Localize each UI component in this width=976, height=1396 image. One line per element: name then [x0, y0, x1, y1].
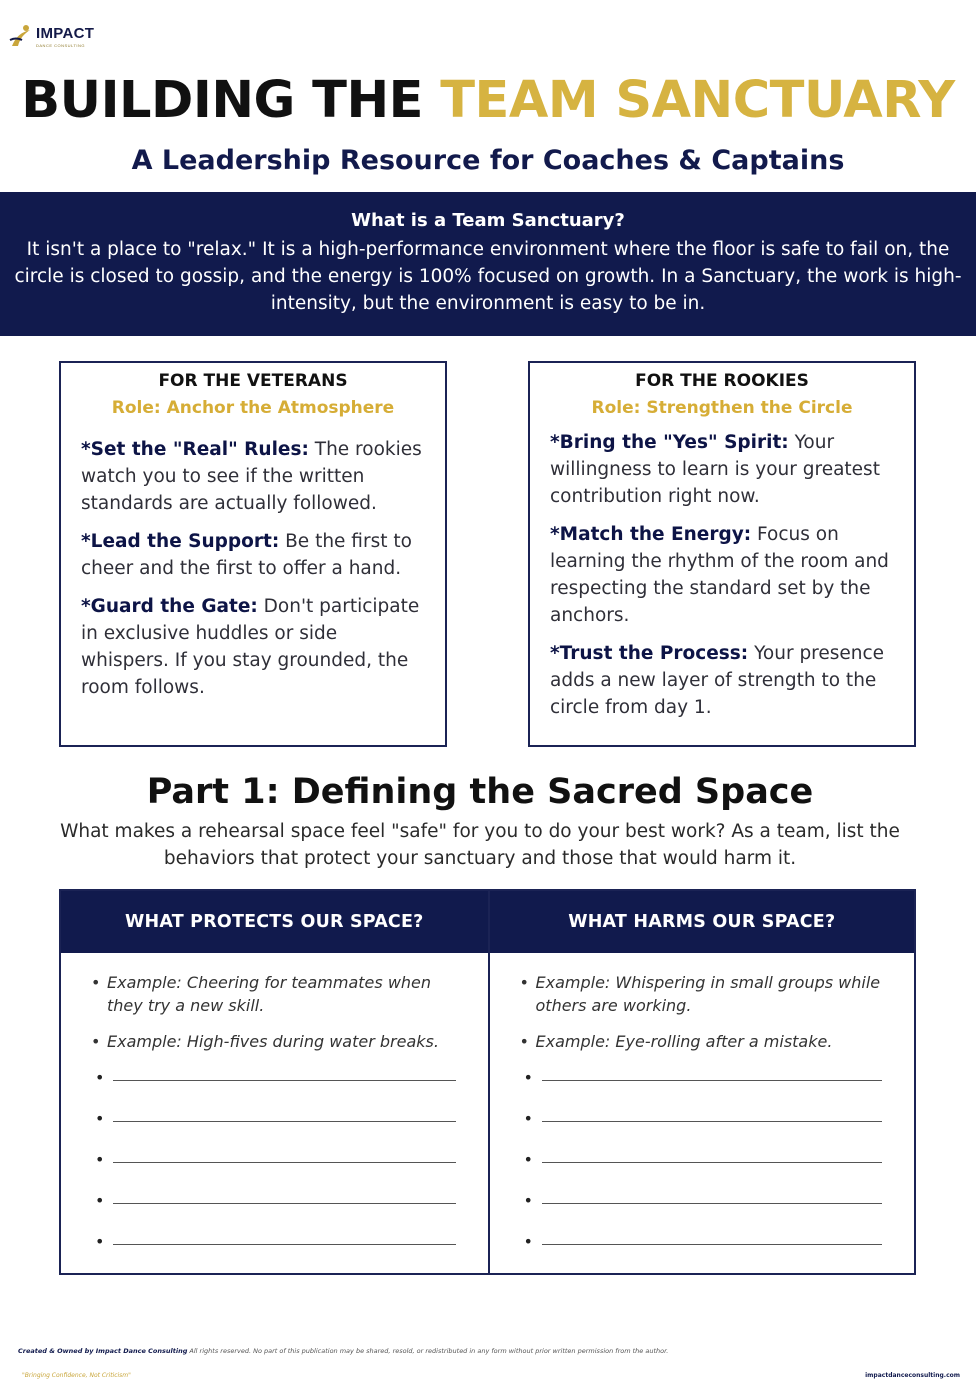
protects-example: • Example: High-fives during water breaks. [91, 1030, 456, 1053]
logo-tagline: DANCE CONSULTING [36, 43, 86, 48]
title-part-gold: TEAM SANCTUARY [440, 71, 955, 130]
protects-header: WHAT PROTECTS OUR SPACE? [61, 891, 488, 953]
section-title: Part 1: Defining the Sacred Space [146, 772, 814, 812]
blank-entry-line[interactable]: • [520, 1148, 883, 1189]
blank-entry-line[interactable]: • [520, 1107, 883, 1148]
brand-logo [8, 22, 94, 52]
banner-heading: What is a Team Sanctuary? [351, 210, 625, 231]
worksheet-table [59, 889, 916, 1275]
harms-example: • Example: Eye-rolling after a mistake. [520, 1030, 883, 1053]
veterans-item: *Guard the Gate: Don't participate in exclusive huddles or side whispers. If you stay grounded, the room follows. [81, 596, 420, 698]
veterans-item: *Set the "Real" Rules: The rookies watch you to see if the written standards are actually followed. [81, 439, 422, 514]
harms-example: • Example: Whispering in small groups while others are working. [520, 971, 883, 1017]
blank-entry-line[interactable]: • [91, 1107, 456, 1148]
veterans-heading: FOR THE VETERANS [158, 371, 348, 391]
veterans-item: *Lead the Support: Be the first to cheer and the first to offer a hand. [81, 531, 412, 579]
rookies-item: *Trust the Process: Your presence adds a new layer of strength to the circle from day 1. [550, 643, 885, 718]
harms-header: WHAT HARMS OUR SPACE? [490, 891, 915, 953]
veterans-box [59, 361, 447, 747]
banner-text: It isn't a place to "relax." It is a high-performance environment where the floor is safe to fail on, the circle is closed to gossip, and the energy is 100% focused on growth. In a Sanctuary, the work is high-intensity, but the environment is easy to be in. [14, 239, 962, 314]
blank-entry-line[interactable]: • [91, 1189, 456, 1230]
blank-entry-line[interactable]: • [91, 1066, 456, 1107]
section-description: What makes a rehearsal space feel "safe" for you to do your best work? As a team, list the behaviors that protect your sanctuary and those that would harm it. [60, 821, 900, 869]
title-part-dark: BUILDING THE [21, 71, 423, 130]
blank-entry-line[interactable]: • [520, 1066, 883, 1107]
blank-entry-line[interactable]: • [91, 1230, 456, 1271]
copyright-notice: Created & Owned by Impact Dance Consulting All rights reserved. No part of this publication may be shared, resold, or redistributed in any form without prior written permission from the author. [18, 1347, 669, 1355]
page-title [0, 70, 976, 132]
blank-entry-line[interactable]: • [520, 1189, 883, 1230]
blank-entry-line[interactable]: • [520, 1230, 883, 1271]
veterans-role: Role: Anchor the Atmosphere [111, 398, 395, 418]
rookies-role: Role: Strengthen the Circle [591, 398, 853, 418]
rookies-heading: FOR THE ROOKIES [635, 371, 809, 391]
page-subtitle: A Leadership Resource for Coaches & Captains [131, 145, 845, 176]
harms-column [488, 891, 915, 1273]
rookies-box [528, 361, 916, 747]
definition-banner [0, 192, 976, 336]
protects-example: • Example: Cheering for teammates when they try a new skill. [91, 971, 456, 1017]
footer-slogan: "Bringing Confidence, Not Criticism" [22, 1372, 131, 1379]
footer-website[interactable]: impactdanceconsulting.com [865, 1372, 960, 1379]
rookies-item: *Match the Energy: Focus on learning the rhythm of the room and respecting the standard set by the anchors. [550, 524, 889, 626]
blank-entry-line[interactable]: • [91, 1148, 456, 1189]
logo-name: IMPACT [36, 25, 95, 42]
rookies-item: *Bring the "Yes" Spirit: Your willingness to learn is your greatest contribution right now. [550, 432, 880, 507]
protects-column [61, 891, 488, 1273]
dancer-logo-icon [8, 22, 34, 52]
